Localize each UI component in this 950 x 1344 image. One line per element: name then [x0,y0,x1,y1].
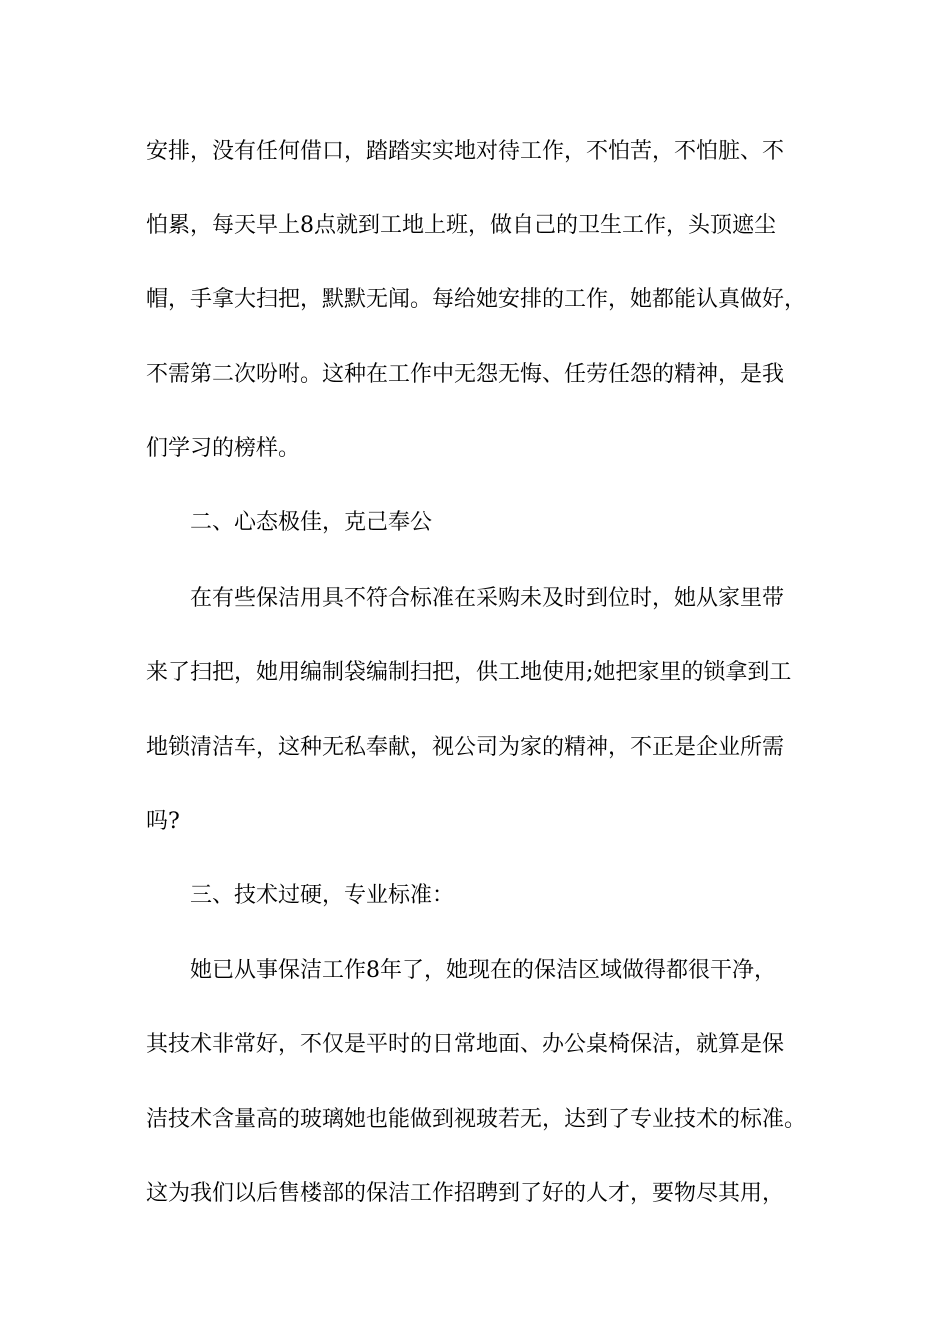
text-line: 怕累，每天早上8点就到工地上班，做自己的卫生工作，头顶遮尘 [146,213,776,238]
text-line: 洁技术含量高的玻璃她也能做到视玻若无，达到了专业技术的标准。 [146,1107,807,1132]
text-line: 在有些保洁用具不符合标准在采购未及时到位时，她从家里带 [190,586,785,611]
text-line: 帽，手拿大扫把，默默无闻。每给她安排的工作，她都能认真做好， [146,287,807,312]
section-heading: 二、心态极佳，克己奉公 [190,510,433,535]
text-line: 其技术非常好，不仅是平时的日常地面、办公桌椅保洁，就算是保 [146,1032,785,1057]
section-heading: 三、技术过硬，专业标准： [190,883,455,908]
text-line: 安排，没有任何借口，踏踏实实地对待工作，不怕苦，不怕脏、不 [146,139,785,164]
text-line: 吗? [146,809,180,834]
text-line: 地锁清洁车，这种无私奉献，视公司为家的精神，不正是企业所需 [146,735,785,760]
text-line: 她已从事保洁工作8年了，她现在的保洁区域做得都很干净， [190,958,776,983]
text-line: 这为我们以后售楼部的保洁工作招聘到了好的人才，要物尽其用， [146,1181,785,1206]
text-line: 不需第二次吩咐。这种在工作中无怨无悔、任劳任怨的精神，是我 [146,362,785,387]
text-line: 来了扫把，她用编制袋编制扫把，供工地使用;她把家里的锁拿到工 [146,660,792,685]
text-line: 们学习的榜样。 [146,436,301,461]
